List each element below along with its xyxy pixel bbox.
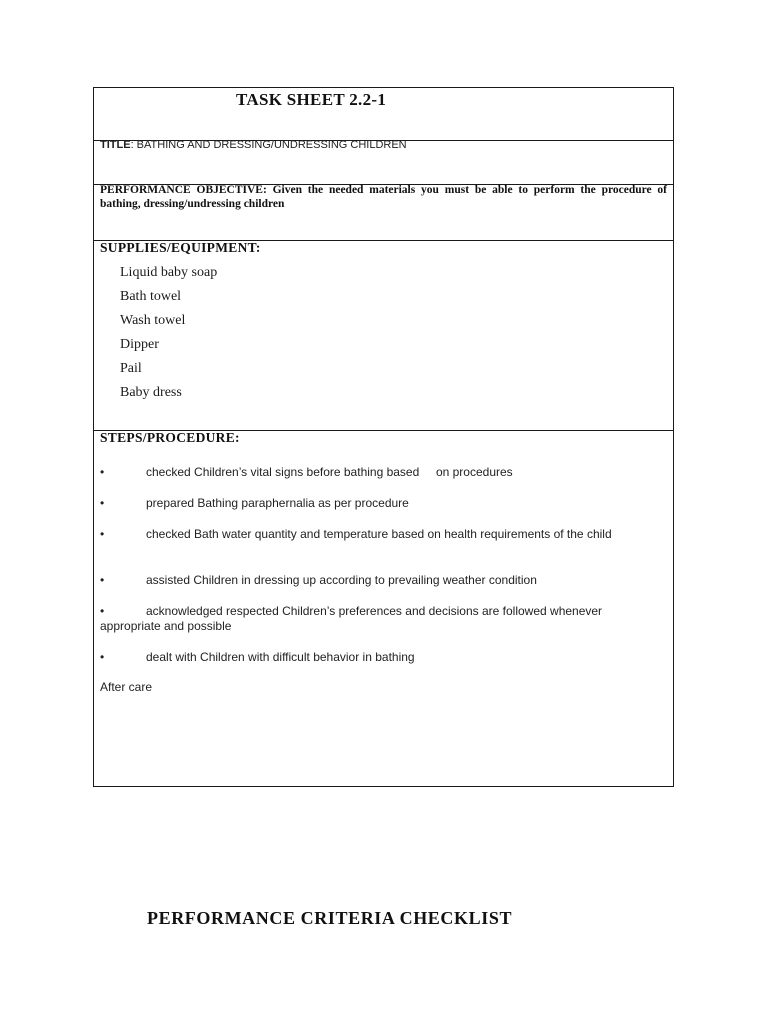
bullet: • bbox=[100, 465, 105, 479]
step-text: dealt with Children with difficult behavior in bathing bbox=[146, 650, 415, 664]
step-item bbox=[100, 465, 649, 480]
supplies-list bbox=[120, 264, 217, 408]
step-item bbox=[100, 573, 649, 588]
supply-item: Liquid baby soap bbox=[120, 265, 218, 280]
supply-item: Bath towel bbox=[120, 289, 182, 304]
bullet: • bbox=[100, 527, 105, 541]
task-sheet-heading: TASK SHEET 2.2-1 bbox=[236, 90, 387, 109]
title-value: : BATHING AND DRESSING/UNDRESSING CHILDREN bbox=[130, 139, 407, 151]
bullet: • bbox=[100, 496, 105, 510]
bullet: • bbox=[100, 604, 105, 618]
supplies-heading: SUPPLIES/EQUIPMENT: bbox=[100, 240, 261, 255]
step-text: checked Children’s vital signs before bathing based on procedures bbox=[146, 465, 513, 479]
step-text: prepared Bathing paraphernalia as per procedure bbox=[146, 496, 409, 510]
step-text: acknowledged respected Children’s preferences and decisions are followed whenever appropriate and possible bbox=[100, 604, 603, 633]
steps-heading: STEPS/PROCEDURE: bbox=[100, 430, 240, 445]
after-care-text: After care bbox=[100, 680, 153, 694]
supply-item: Baby dress bbox=[120, 385, 182, 400]
performance-objective: PERFORMANCE OBJECTIVE: Given the needed materials you must be able to perform the procedure of bathing, dressing/undressing children bbox=[100, 184, 667, 210]
step-item bbox=[100, 604, 649, 634]
bullet: • bbox=[100, 573, 105, 587]
task-title bbox=[100, 139, 407, 151]
task-sheet-table bbox=[93, 87, 674, 787]
step-item bbox=[100, 496, 649, 511]
supply-item: Dipper bbox=[120, 337, 159, 352]
bullet: • bbox=[100, 650, 105, 664]
step-text: checked Bath water quantity and temperature based on health requirements of the child bbox=[146, 527, 612, 541]
checklist-heading: PERFORMANCE CRITERIA CHECKLIST bbox=[147, 908, 513, 928]
step-item bbox=[100, 650, 649, 665]
supply-item: Wash towel bbox=[120, 313, 186, 328]
step-item bbox=[100, 527, 649, 542]
supply-item: Pail bbox=[120, 361, 142, 376]
title-label: TITLE bbox=[100, 139, 131, 151]
step-text: assisted Children in dressing up according to prevailing weather condition bbox=[146, 573, 537, 587]
